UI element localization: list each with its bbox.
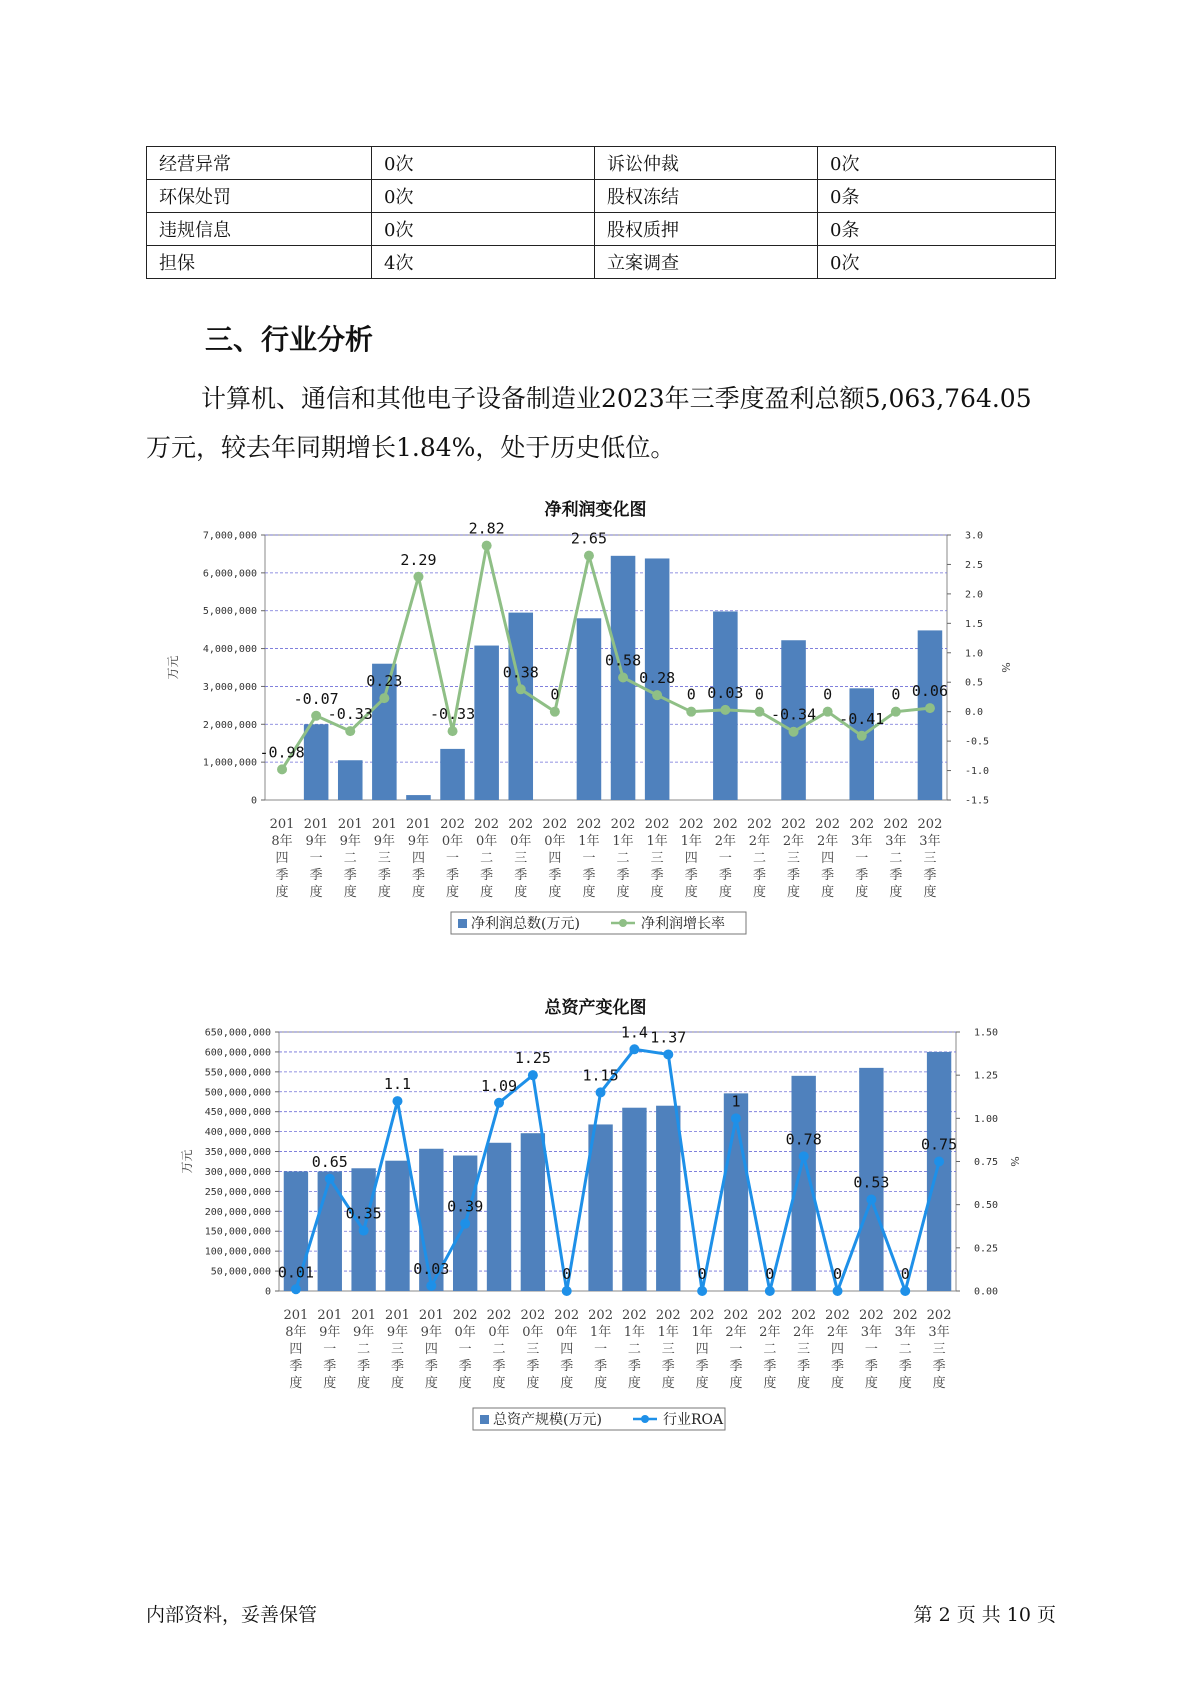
table-cell: 诉讼仲裁 [595,147,818,180]
data-label: 1.37 [650,1028,687,1047]
line-point [754,707,764,717]
data-label: 0 [550,685,560,704]
x-tick-label: 201 9年一季度 [303,817,329,900]
table-cell: 4次 [372,246,595,279]
y2-tick-label: 2.5 [965,559,984,571]
line-point [697,1286,707,1296]
line-point [652,690,662,700]
x-tick-label: 202 3年二季度 [883,817,909,900]
line-point [562,1286,572,1296]
y-tick-label: 6,000,000 [202,568,257,580]
data-label: 0.65 [311,1152,348,1171]
y2-tick-label: 3.0 [965,530,984,542]
y-tick-label: 150,000,000 [204,1226,271,1238]
y-tick-label: 650,000,000 [204,1027,271,1039]
line-point [789,727,799,737]
y2-tick-label: -0.5 [965,736,990,748]
x-tick-label: 202 3年二季度 [892,1308,918,1391]
data-label: 0 [686,685,696,704]
table-cell: 担保 [147,246,372,279]
line-point [325,1174,335,1184]
table-row [147,180,1056,213]
y-tick-label: 250,000,000 [204,1186,271,1198]
y2-tick-label: 0.25 [974,1243,999,1255]
data-label: -0.33 [429,705,476,724]
data-label: 2.82 [468,519,505,538]
line-point [596,1087,606,1097]
bar [927,1052,951,1291]
line-point [663,1049,673,1059]
line-point [426,1281,436,1291]
data-label: 0.03 [707,683,744,702]
line-point [934,1157,944,1167]
x-tick-label: 202 1年一季度 [576,817,602,900]
x-tick-label: 202 1年四季度 [678,817,704,900]
y-tick-label: 4,000,000 [202,644,257,656]
y-tick-label: 100,000,000 [204,1246,271,1258]
x-tick-label: 202 2年一季度 [712,817,738,900]
y2-tick-label: 0.0 [965,707,984,719]
line-point [311,711,321,721]
data-label: 0 [765,1265,775,1283]
y-tick-label: 550,000,000 [204,1067,271,1079]
x-tick-label: 202 3年三季度 [926,1308,952,1391]
legend-bar-swatch [480,1415,489,1424]
y-tick-label: 600,000,000 [204,1047,271,1059]
line-point [482,541,492,551]
data-label: 1.4 [620,1023,648,1042]
x-tick-label: 201 9年三季度 [385,1308,410,1391]
x-tick-label: 202 3年三季度 [917,817,943,900]
line-point [392,1096,402,1106]
x-tick-label: 202 2年四季度 [815,817,841,900]
y-tick-label: 350,000,000 [204,1147,271,1159]
table-cell: 立案调查 [595,246,818,279]
y-tick-label: 200,000,000 [204,1206,271,1218]
data-label: 0.06 [911,682,949,701]
line-point [857,731,867,741]
bar [474,646,499,800]
y2-tick-label: 1.50 [974,1027,999,1039]
line-point [720,705,730,715]
data-label: 0.03 [413,1259,450,1278]
table-cell: 0次 [818,147,1056,180]
x-tick-label: 202 0年二季度 [486,1308,512,1391]
line-point [379,693,389,703]
legend-bar-swatch [458,919,467,928]
x-tick-label: 202 2年三季度 [791,1308,817,1391]
x-tick-label: 202 1年三季度 [644,817,670,900]
x-tick-label: 202 1年二季度 [622,1308,647,1391]
y2-tick-label: 0.75 [974,1157,999,1168]
data-label: 1.1 [383,1075,412,1094]
line-point [516,684,526,694]
line-point [448,726,458,736]
data-label: -0.34 [770,705,817,724]
table-cell: 违规信息 [147,213,372,246]
x-tick-label: 202 1年三季度 [655,1308,681,1391]
bar [304,724,329,800]
data-label: -0.07 [293,689,339,708]
x-tick-label: 202 1年四季度 [689,1308,715,1391]
chart-title: 净利润变化图 [544,500,647,520]
line-point [891,707,901,717]
table-cell: 环保处罚 [147,180,372,213]
table-cell: 0次 [372,147,595,180]
table-cell: 经营异常 [147,147,372,180]
y2-axis-title: % [1008,1156,1021,1167]
data-label: 0.28 [639,669,676,688]
y-tick-label: 5,000,000 [202,606,257,618]
line-point [799,1151,809,1161]
bar [338,760,363,800]
x-tick-label: 201 9年二季度 [351,1308,377,1391]
y-tick-label: 0 [264,1286,271,1298]
y-tick-label: 450,000,000 [204,1107,271,1119]
y-tick-label: 1,000,000 [202,757,257,769]
footer-note: 内部资料，妥善保管 [146,1604,318,1626]
y-tick-label: 300,000,000 [204,1166,271,1178]
line-point [345,726,355,736]
line-point [686,707,696,717]
x-tick-label: 201 9年四季度 [418,1308,444,1391]
data-label: 1 [731,1092,741,1111]
x-tick-label: 202 2年一季度 [723,1308,749,1391]
table-cell: 股权冻结 [595,180,818,213]
data-label: 0.39 [447,1197,484,1216]
table-row [147,213,1056,246]
line-point [833,1286,843,1296]
x-tick-label: 202 1年一季度 [588,1308,613,1391]
data-label: 2.29 [400,550,437,569]
x-tick-label: 202 1年二季度 [610,817,636,900]
data-label: 0 [562,1265,572,1283]
y-tick-label: 0 [250,795,257,807]
x-tick-label: 202 2年三季度 [781,817,806,900]
data-label: -0.98 [259,743,305,762]
line-point [291,1284,301,1294]
section-title: 三、行业分析 [205,323,374,356]
x-tick-label: 202 2年二季度 [757,1308,783,1391]
line-point [528,1070,538,1080]
y2-tick-label: 0.5 [965,677,984,689]
data-label: 1.15 [582,1066,619,1085]
y-tick-label: 500,000,000 [204,1087,271,1099]
x-tick-label: 202 2年四季度 [825,1308,850,1391]
bar [385,1161,409,1291]
x-tick-label: 201 8年四季度 [269,817,295,900]
data-label: 0 [891,685,901,704]
y-tick-label: 50,000,000 [210,1266,271,1278]
x-tick-label: 202 0年四季度 [542,817,568,900]
line-point [823,707,833,717]
table-cell: 0次 [818,246,1056,279]
y2-tick-label: 0.00 [974,1286,999,1298]
y-axis-title: 万元 [166,655,180,680]
y2-tick-label: 1.0 [965,648,984,660]
table-cell: 股权质押 [595,213,818,246]
table-row [147,147,1056,180]
line-point [731,1113,741,1123]
data-label: 0 [754,685,764,704]
y-tick-label: 7,000,000 [202,530,257,542]
line-point [900,1286,910,1296]
x-tick-label: 201 9年二季度 [337,817,363,900]
data-label: 0 [697,1265,707,1283]
line-point [765,1286,775,1296]
legend-line-marker [619,919,627,927]
bar [791,1076,815,1291]
table-cell: 0次 [372,213,595,246]
x-tick-label: 201 9年四季度 [406,817,431,900]
line-point [629,1044,639,1054]
line-point [460,1219,470,1229]
table-cell: 0条 [818,213,1056,246]
data-label: -0.41 [839,709,885,728]
y2-tick-label: 1.25 [974,1070,999,1082]
data-label: 0.01 [277,1263,314,1282]
bar [440,749,465,800]
data-label: 0.35 [345,1204,382,1223]
data-label: 0.53 [853,1173,890,1192]
legend-bar-label: 总资产规模(万元) [493,1412,602,1428]
chart-title: 总资产变化图 [544,998,647,1018]
y2-axis-title: % [999,662,1012,673]
line-point [277,764,287,774]
data-label: 0.38 [502,663,539,682]
line-point [550,707,560,717]
y-tick-label: 3,000,000 [202,681,257,693]
risk-summary-table [146,146,1056,279]
x-tick-label: 202 3年一季度 [849,817,875,900]
x-tick-label: 202 2年二季度 [747,817,772,900]
y-tick-label: 2,000,000 [202,719,257,731]
legend-line-label: 净利润增长率 [641,916,725,932]
y2-tick-label: 1.00 [974,1113,999,1125]
x-tick-label: 202 0年三季度 [520,1308,546,1391]
table-cell: 0次 [372,180,595,213]
line-point [866,1194,876,1204]
x-tick-label: 202 0年一季度 [452,1308,478,1391]
x-tick-label: 202 0年二季度 [474,817,500,900]
net-profit-chart [0,519,1191,950]
table-cell: 0条 [818,180,1056,213]
line-point [359,1226,369,1236]
x-tick-label: 201 8年四季度 [283,1308,309,1391]
x-tick-label: 202 0年三季度 [508,817,534,900]
data-label: 2.65 [570,529,608,548]
bar [508,613,533,800]
data-label: 1.25 [514,1049,551,1068]
data-label: 0.78 [785,1130,822,1149]
total-assets-chart [0,1020,1191,1450]
y2-tick-label: 1.5 [965,618,984,630]
x-tick-label: 202 3年一季度 [858,1308,884,1391]
x-tick-label: 201 9年一季度 [317,1308,343,1391]
data-label: 0.58 [604,651,642,670]
legend-bar-label: 净利润总数(万元) [471,916,580,932]
analysis-paragraph: 计算机、通信和其他电子设备制造业2023年三季度盈利总额5,063,764.05万元，较去年同期增长1.84%，处于历史低位。 [146,384,1032,462]
page-number: 第 2 页 共 10 页 [913,1604,1056,1626]
table-row [147,246,1056,279]
bar [521,1133,545,1291]
bar [577,618,602,800]
data-label: 0.23 [366,672,403,691]
data-label: -0.33 [327,705,373,724]
y2-tick-label: 2.0 [965,589,984,601]
bar [622,1108,646,1291]
bar [406,795,431,800]
bar [918,630,943,800]
legend-line-marker [641,1415,649,1423]
y2-tick-label: 0.50 [974,1200,999,1212]
line-point [925,703,935,713]
y2-tick-label: -1.5 [965,795,990,807]
x-tick-label: 202 0年一季度 [440,817,465,900]
bar [656,1106,680,1291]
line-point [618,673,628,683]
y2-tick-label: -1.0 [965,766,990,778]
data-label: 0 [900,1265,910,1283]
line-point [413,572,423,582]
y-tick-label: 400,000,000 [204,1127,271,1139]
x-tick-label: 201 9年三季度 [371,817,397,900]
x-tick-label: 202 0年四季度 [554,1308,580,1391]
legend-line-label: 行业ROA [663,1412,724,1428]
data-label: 0 [833,1265,843,1283]
data-label: 0 [823,685,833,704]
line-point [584,551,594,561]
data-label: 1.09 [480,1076,518,1095]
data-label: 0.75 [921,1135,958,1154]
y-axis-title: 万元 [180,1149,194,1174]
line-point [494,1098,504,1108]
bar [849,688,874,800]
bar [487,1143,511,1291]
